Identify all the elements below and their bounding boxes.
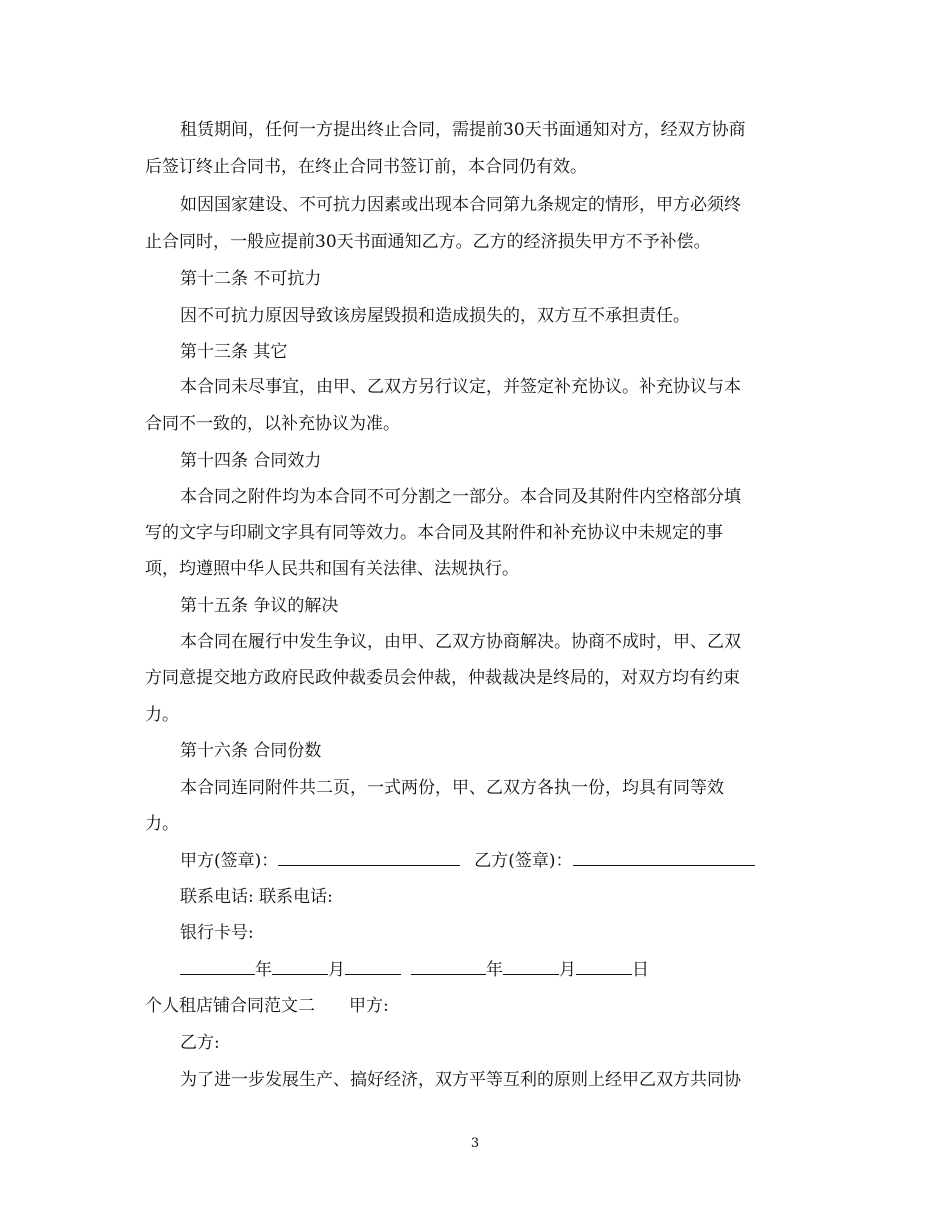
section-heading: 第十三条 其它	[180, 342, 288, 362]
month-label: 月	[328, 960, 345, 980]
section-heading: 第十五条 争议的解决	[180, 596, 339, 616]
phone-row: 联系电话: 联系电话:	[180, 887, 333, 907]
section-heading: 第十四条 合同效力	[180, 451, 322, 471]
next-document-header	[145, 994, 805, 1018]
year-label: 年	[255, 960, 272, 980]
month-blank	[503, 958, 559, 975]
party-b-signature-label: 乙方(签章)：	[474, 851, 573, 871]
day-blank	[345, 958, 401, 975]
month-label: 月	[559, 960, 576, 980]
paragraph-line: 租赁期间，任何一方提出终止合同，需提前30天书面通知对方，经双方协商	[180, 120, 746, 140]
day-blank	[576, 958, 632, 975]
month-blank	[272, 958, 328, 975]
paragraph-line: 本合同未尽事宜，由甲、乙双方另行议定，并签定补充协议。补充协议与本	[180, 377, 741, 397]
page-number: 3	[470, 1136, 480, 1151]
section-heading: 第十二条 不可抗力	[180, 269, 322, 289]
paragraph-line: 力。	[145, 705, 179, 725]
section-heading: 第十六条 合同份数	[180, 741, 322, 761]
party-a-signature-label: 甲方(签章)：	[180, 851, 279, 871]
paragraph-line: 写的文字与印刷文字具有同等效力。本合同及其附件和补充协议中未规定的事	[145, 523, 723, 543]
date-row	[180, 958, 805, 982]
signature-row	[180, 849, 805, 873]
year-blank	[180, 958, 255, 975]
paragraph-line: 因不可抗力原因导致该房屋毁损和造成损失的，双方互不承担责任。	[180, 306, 690, 326]
paragraph-line: 本合同之附件均为本合同不可分割之一部分。本合同及其附件内空格部分填	[180, 487, 741, 507]
year-blank	[411, 958, 486, 975]
next-document-title: 个人租店铺合同范文二	[145, 996, 315, 1016]
paragraph-line: 本合同连同附件共二页，一式两份，甲、乙双方各执一份，均具有同等效	[180, 778, 724, 798]
party-b-signature-blank	[573, 849, 755, 866]
paragraph-line: 项，均遵照中华人民共和国有关法律、法规执行。	[145, 559, 519, 579]
next-document-party-a: 甲方:	[349, 996, 389, 1016]
paragraph-line: 如因国家建设、不可抗力因素或出现本合同第九条规定的情形，甲方必须终	[180, 195, 741, 215]
year-label: 年	[486, 960, 503, 980]
party-a-signature-blank	[278, 849, 460, 866]
next-document-party-b: 乙方:	[180, 1033, 220, 1053]
next-document-intro: 为了进一步发展生产、搞好经济，双方平等互利的原则上经甲乙双方共同协	[180, 1070, 741, 1090]
paragraph-line: 后签订终止合同书，在终止合同书签订前，本合同仍有效。	[145, 157, 587, 177]
paragraph-line: 合同不一致的，以补充协议为准。	[145, 414, 400, 434]
paragraph-line: 本合同在履行中发生争议，由甲、乙双方协商解决。协商不成时，甲、乙双	[180, 632, 741, 652]
day-label: 日	[632, 960, 649, 980]
paragraph-line: 方同意提交地方政府民政仲裁委员会仲裁，仲裁裁决是终局的，对双方均有约束	[145, 668, 740, 688]
paragraph-line: 止合同时，一般应提前30天书面通知乙方。乙方的经济损失甲方不予补偿。	[145, 232, 711, 252]
paragraph-line: 力。	[145, 814, 179, 834]
bank-row: 银行卡号:	[180, 923, 254, 943]
